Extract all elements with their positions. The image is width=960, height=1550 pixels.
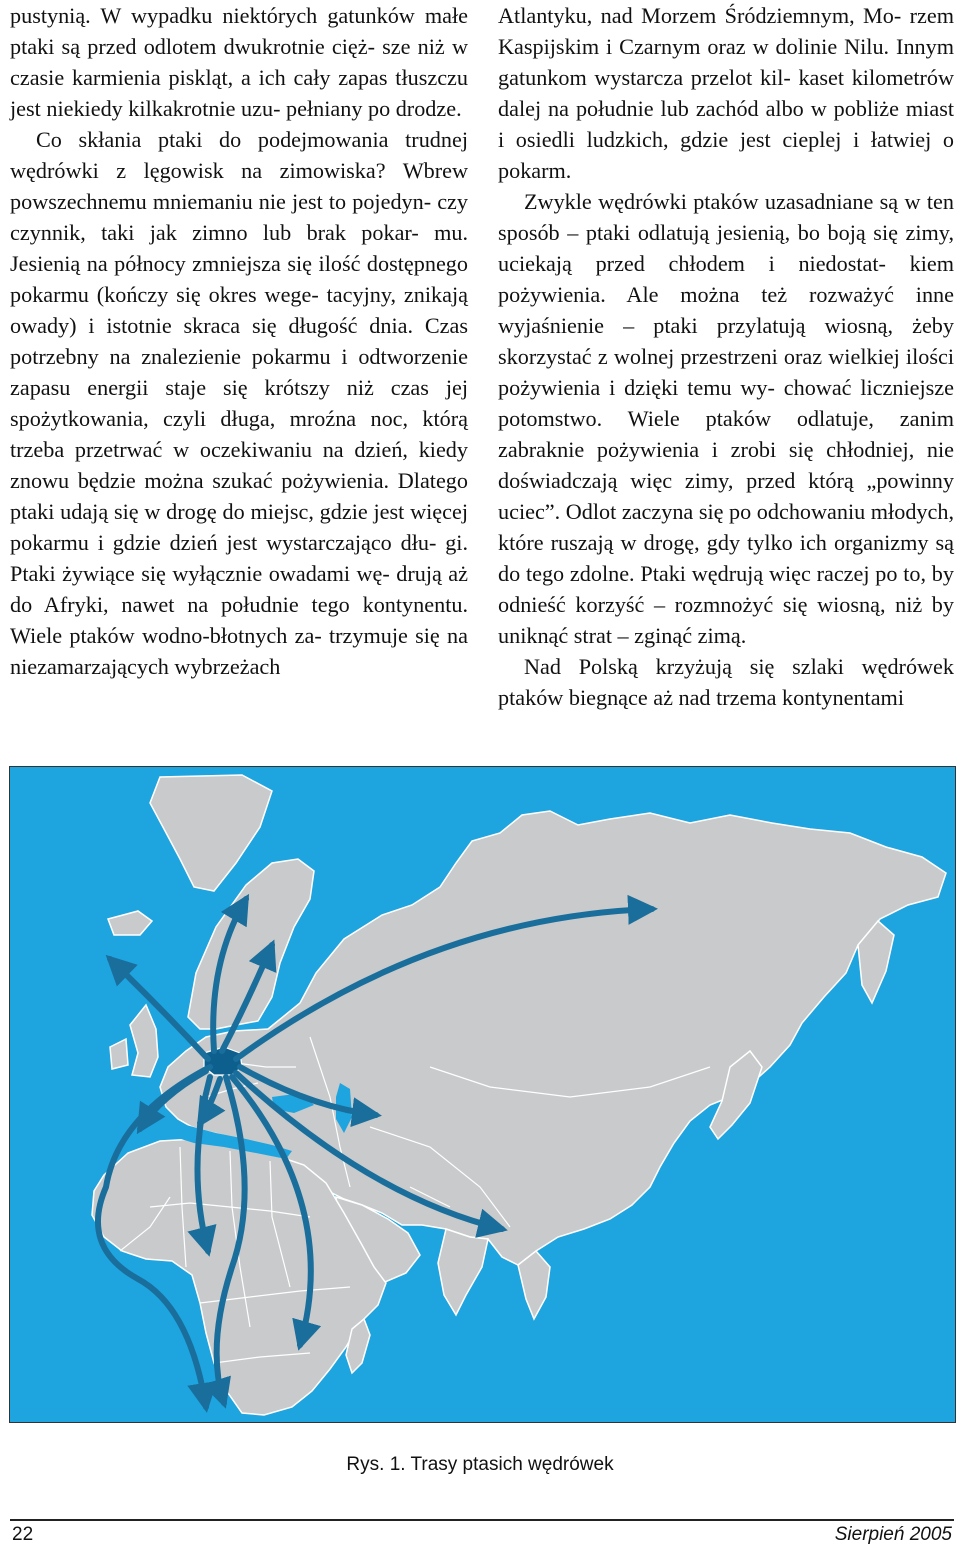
figure-caption: Rys. 1. Trasy ptasich wędrówek	[346, 1454, 614, 1475]
left-text-column	[10, 0, 468, 682]
right-text-column	[498, 0, 954, 713]
iceland-landmass	[108, 911, 152, 935]
migration-map	[9, 766, 956, 1423]
page-number: 22	[12, 1524, 34, 1545]
footer-divider	[10, 1519, 954, 1521]
paragraph: pustynią. W wypadku niektórych gatunków małe ptaki są przed odlotem dwukrotnie cięż- sze niż w czasie karmienia piskląt, a ich cały zapas tłuszczu jest niekiedy kilkakrotnie uzu- pełniany po drodze.	[10, 3, 468, 121]
paragraph: Zwykle wędrówki ptaków uzasadniane są w ten sposób – ptaki odlatują jesienią, bo boją się zimy, uciekają przed chłodem i niedostat- kiem pożywienia. Ale można też rozważyć inne wyjaśnienie – ptaki przylatują wiosną, żeby skorzystać z wolnej przestrzeni oraz wielkiej ilości pożywienia i dzięki temu wy- chować liczniejsze potomstwo. Wiele ptaków odlatuje, zanim zabraknie pożywienia i zrobi się chłodniej, nie doświadczają więc zimy, przed którą „powinny uciec”. Odlot zaczyna się po odchowaniu młodych, które ruszają w drogę, gdy tylko ich organizmy są do tego zdolne. Ptaki wędrują więc raczej po to, by odnieść korzyść – rozmnożyć się wiosną, niż by uniknąć strat – zginąć zimą.	[498, 189, 954, 648]
southeast-asia-landmass	[518, 1251, 550, 1319]
paragraph: Nad Polską krzyżują się szlaki wędrówek ptaków biegnące aż nad trzema kontynentami	[498, 654, 954, 710]
paragraph: Co skłania ptaki do podejmowania trudnej wędrówki z lęgowisk na zimowiska? Wbrew powszechnemu mniemaniu nie jest to pojedyn- czy czynnik, taki jak zimno lub brak pokar- mu. Jesienią na północy zmniejsza się ilość dostępnego pokarmu (kończy się okres wege- tacyjny, znikają owady) i istotnie skraca się długość dnia. Czas potrzebny na znalezienie pokarmu i odtworzenie zapasu energii staje się krótszy niż czas jej spożytkowania, czyli długa, mroźna noc, którą trzeba przetrwać w oczekiwaniu na dzień, kiedy znowu będzie można szukać pożywienia. Dlatego ptaki udają się w drogę do miejsc, gdzie jest więcej pokarmu i gdzie dzień jest wystarczająco dłu- gi. Ptaki żywiące się wyłącznie owadami wę- drują aż do Afryki, nawet na południe tego kontynentu. Wiele ptaków wodno-błotnych za- trzymuje się na niezamarzających wybrzeżach	[10, 127, 468, 679]
greenland-landmass	[150, 775, 272, 891]
issue-date: Sierpień 2005	[834, 1524, 952, 1545]
paragraph: Atlantyku, nad Morzem Śródziemnym, Mo- rzem Kaspijskim i Czarnym oraz w dolinie Nilu. Innym gatunkom wystarcza przelot kil- kaset kilometrów dalej na południe lub zachód albo w pobliże miast i osiedli ludzkich, gdzie jest cieplej i łatwiej o pokarm.	[498, 3, 954, 183]
india-landmass	[438, 1229, 488, 1315]
british-isles-landmass	[130, 1005, 158, 1077]
map-illustration	[10, 767, 955, 1422]
ireland-landmass	[110, 1039, 128, 1069]
